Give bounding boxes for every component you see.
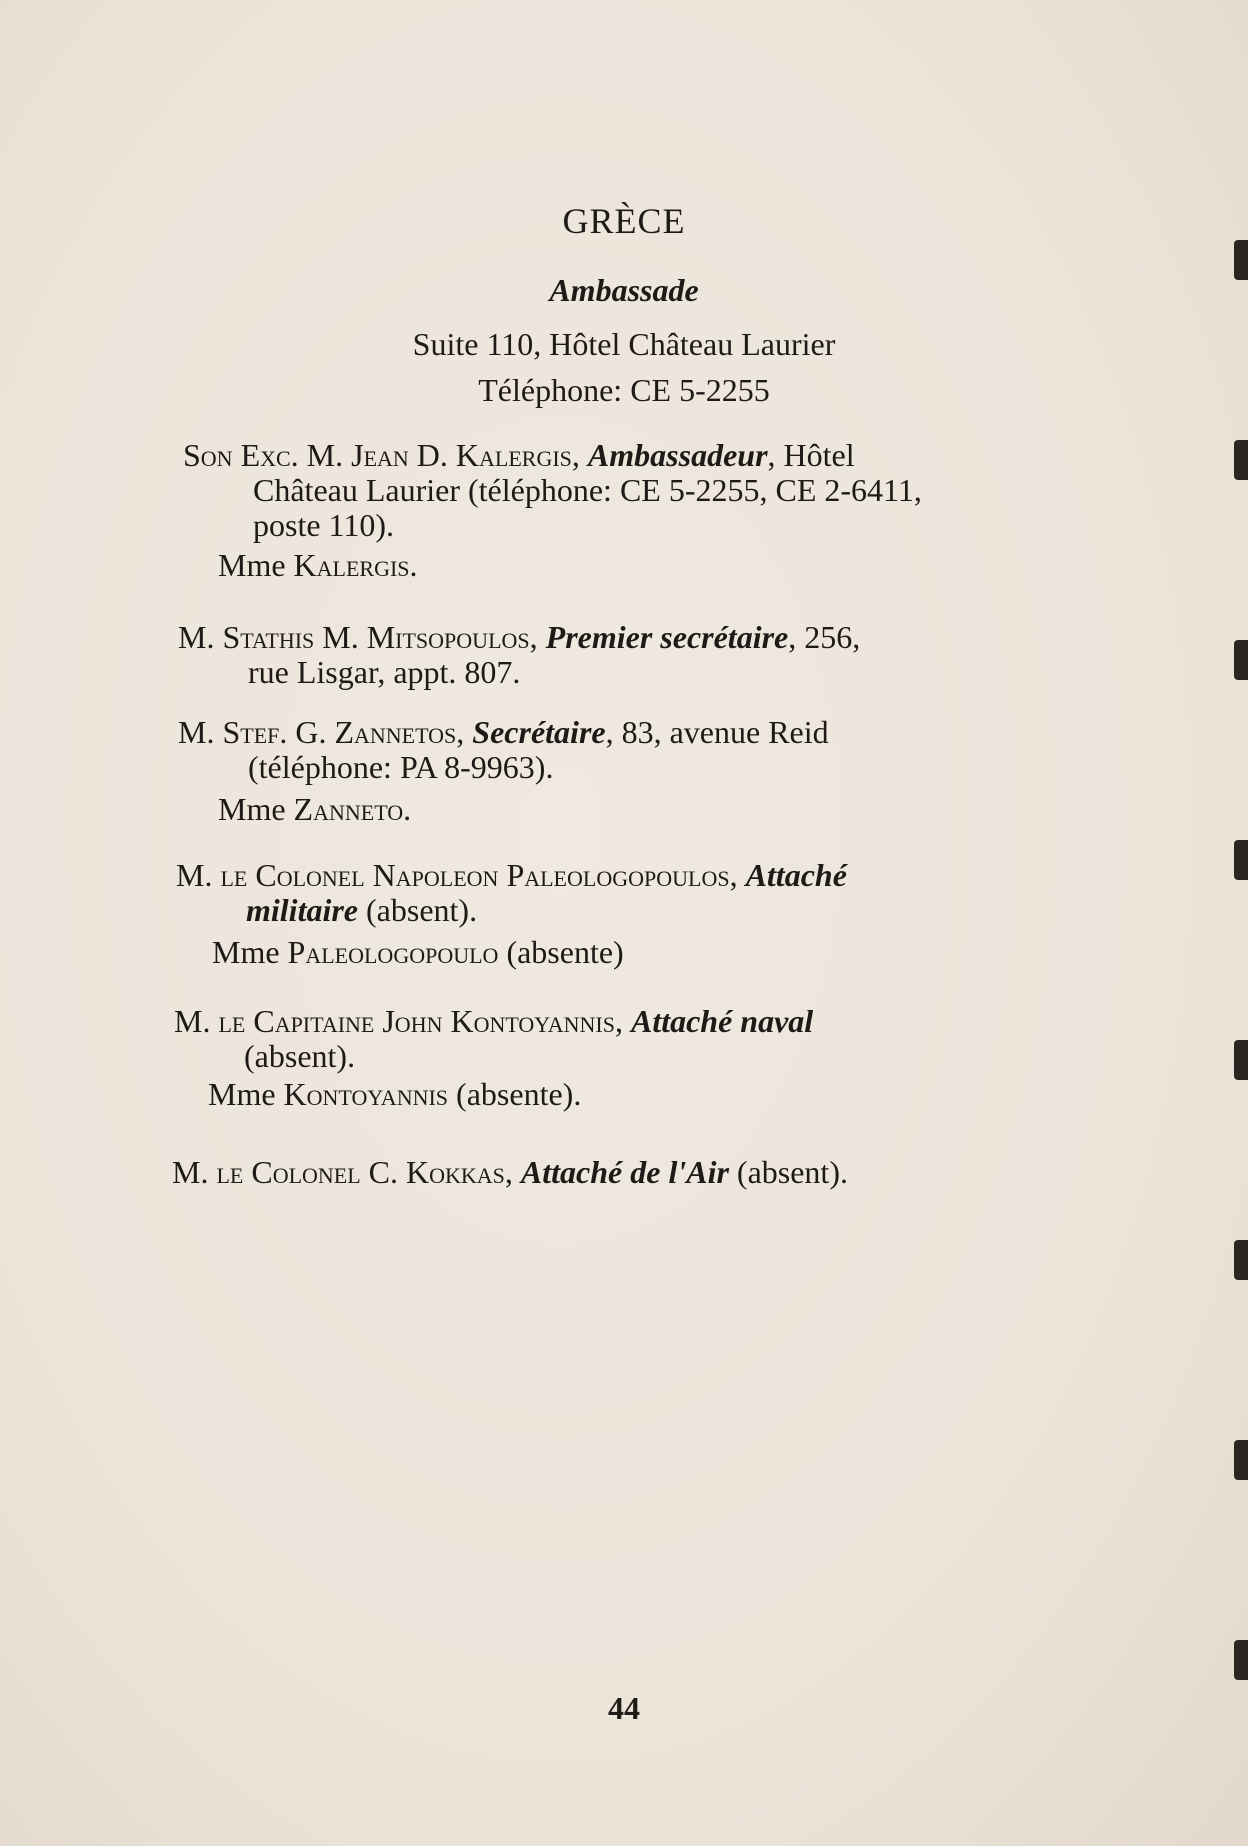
page-number: 44: [608, 1690, 640, 1726]
person-title: Ambassadeur: [587, 437, 768, 473]
binding-ring: [1234, 1440, 1248, 1480]
honorific: Son Exc. M.: [183, 437, 344, 473]
binding-ring: [1234, 840, 1248, 880]
binding-ring: [1234, 640, 1248, 680]
entry-military-attache: M. le Colonel Napoleon Paleologopoulos, Attaché militaire (absent).: [176, 857, 847, 928]
entry-first-secretary: M. Stathis M. Mitsopoulos, Premier secrétaire, 256, rue Lisgar, appt. 807.: [178, 619, 861, 690]
country-title: GRÈCE: [562, 201, 686, 241]
person-details-cont: poste 110).: [253, 507, 395, 543]
spouse-line: Mme Zanneto.: [218, 791, 412, 827]
binding-ring: [1234, 1040, 1248, 1080]
binding-ring: [1234, 1640, 1248, 1680]
telephone-line: Téléphone: CE 5-2255: [478, 372, 770, 408]
spouse-line: Mme Kontoyannis (absente).: [208, 1076, 582, 1112]
person-details: Hôtel: [783, 437, 855, 473]
person-details-cont: Château Laurier (téléphone: CE 5-2255, CE 2-6411,: [253, 472, 922, 508]
binding-ring: [1234, 440, 1248, 480]
person-name: Jean D. Kalergis: [351, 437, 572, 473]
entry-naval-attache: M. le Capitaine John Kontoyannis, Attaché naval (absent).: [174, 1003, 814, 1074]
mission-type: Ambassade: [549, 272, 699, 308]
entry-secretary: M. Stef. G. Zannetos, Secrétaire, 83, avenue Reid (téléphone: PA 8-9963).: [178, 714, 829, 785]
spouse-line: Mme Kalergis.: [218, 547, 418, 583]
entry-ambassador: Son Exc. M. Jean D. Kalergis, Ambassadeur, Hôtel Château Laurier (téléphone: CE 5-2255, CE 2-6411, poste 110).: [183, 438, 1093, 543]
address-line: Suite 110, Hôtel Château Laurier: [412, 326, 836, 362]
entry-air-attache: M. le Colonel C. Kokkas, Attaché de l'Air (absent).: [172, 1154, 848, 1190]
spouse-line: Mme Paleologopoulo (absente): [212, 934, 624, 970]
binding-ring: [1234, 1240, 1248, 1280]
